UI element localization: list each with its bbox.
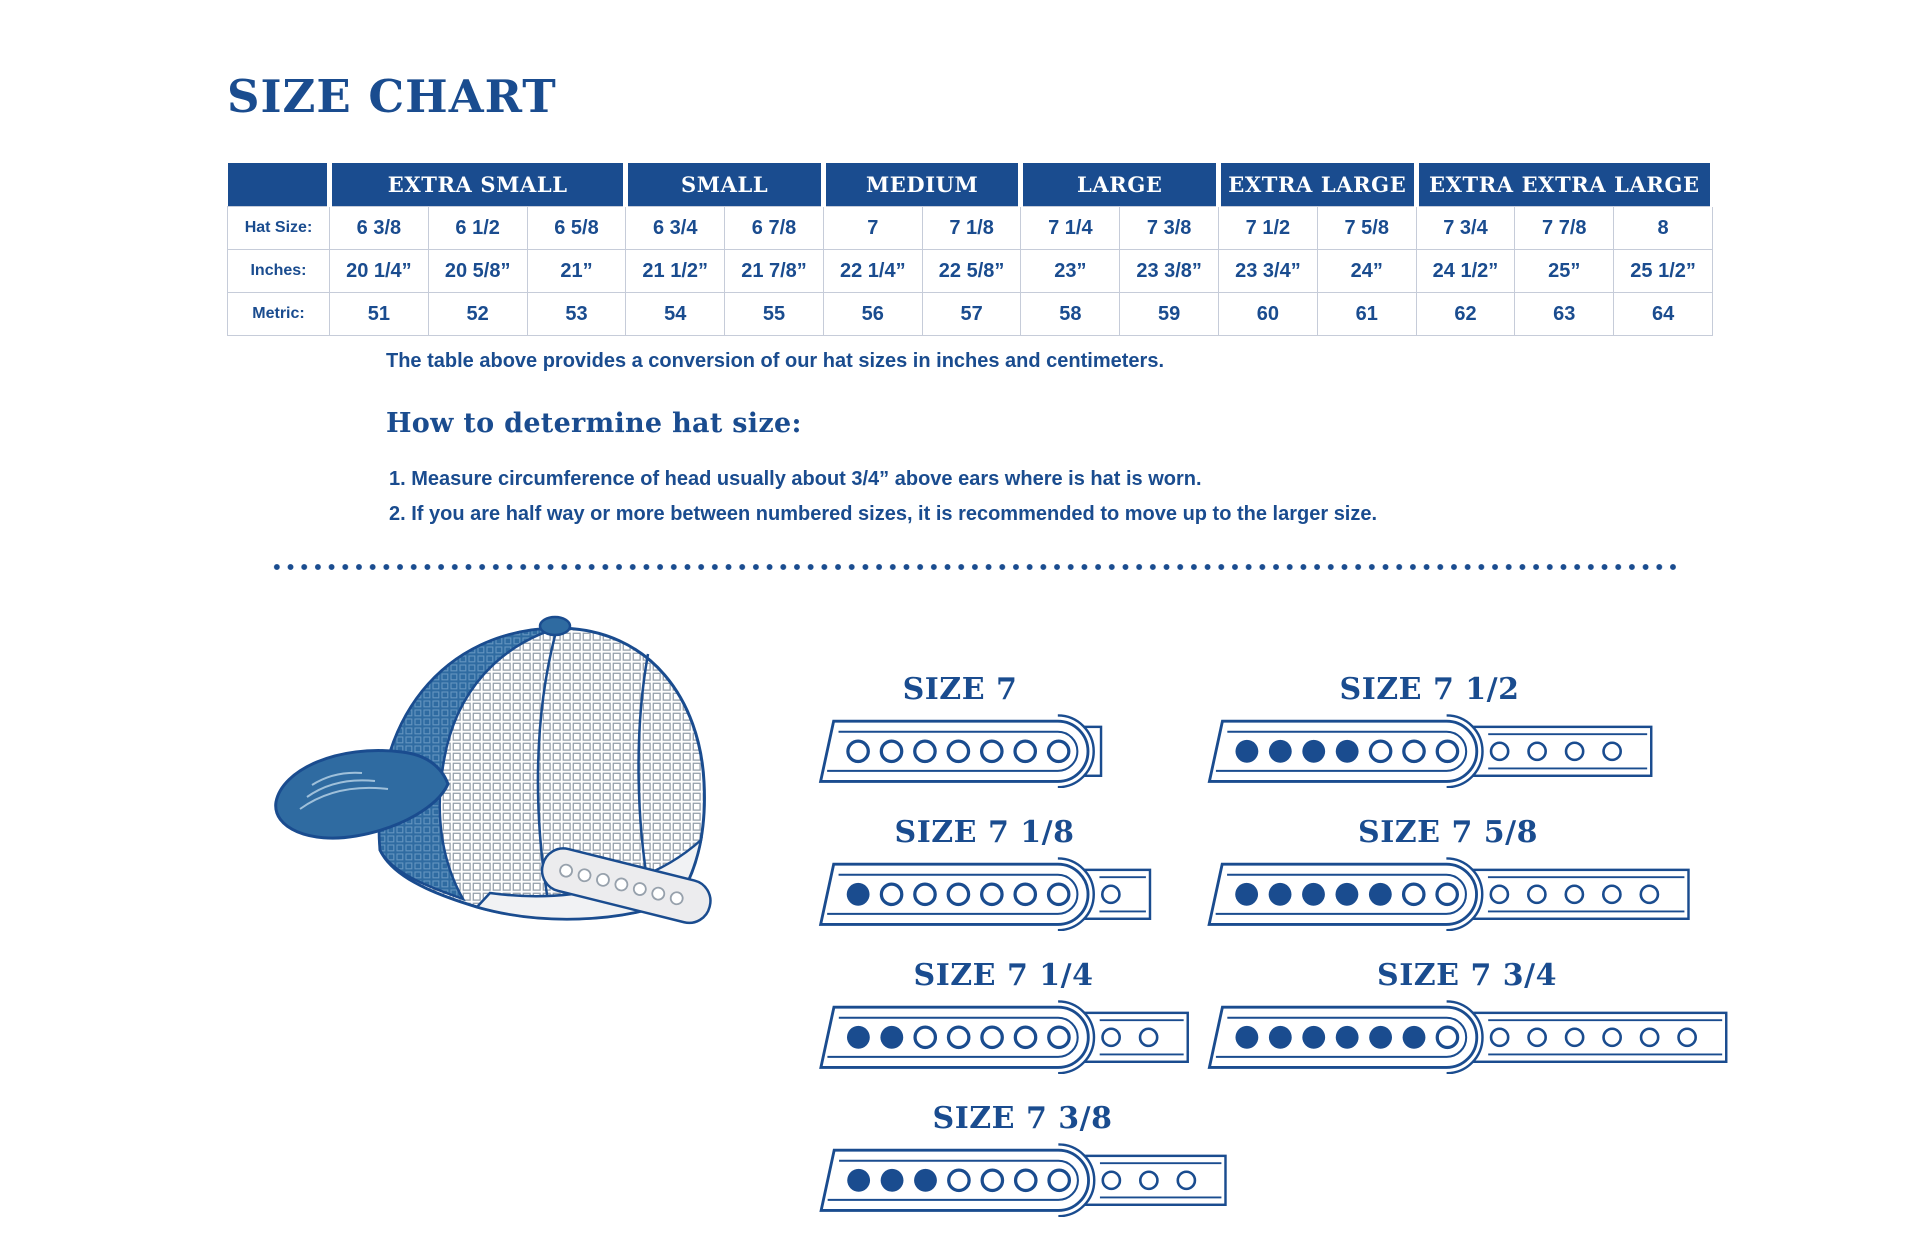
dotted-divider <box>270 563 1682 571</box>
table-cell: 7 7/8 <box>1515 207 1614 250</box>
size-group-header: EXTRA EXTRA LARGE <box>1416 163 1712 207</box>
strap-hole-open <box>1049 1027 1069 1047</box>
strap-hole-filled <box>1235 1026 1258 1049</box>
strap-hole-filled <box>1403 1026 1426 1049</box>
snapback-item <box>1203 815 1693 931</box>
table-cell: 23 3/8” <box>1120 250 1219 293</box>
snapback-size-label: SIZE 7 1/8 <box>894 815 1075 850</box>
strap-hole-filled <box>1336 740 1359 763</box>
table-corner-cell <box>228 163 330 207</box>
snapback-diagram <box>815 1142 1230 1217</box>
strap-hole-open <box>1016 1170 1036 1190</box>
strap-hole-open <box>1404 884 1424 904</box>
snapback-size-label: SIZE 7 1/4 <box>913 958 1094 993</box>
table-cell: 24 1/2” <box>1416 250 1515 293</box>
snapback-diagram <box>1203 856 1693 931</box>
snapback-item <box>815 958 1192 1074</box>
table-cell: 53 <box>527 293 626 336</box>
snapback-size-label: SIZE 7 <box>902 672 1018 707</box>
table-cell: 59 <box>1120 293 1219 336</box>
snapback-hat-icon <box>252 592 727 952</box>
snapback-diagram <box>815 999 1192 1074</box>
strap-hole-open <box>949 1170 969 1190</box>
table-cell: 7 5/8 <box>1317 207 1416 250</box>
table-row <box>228 250 1713 293</box>
table-cell: 64 <box>1614 293 1713 336</box>
howto-step-2: 2. If you are half way or more between numbered sizes, it is recommended to move up to the larger size. <box>389 503 1378 525</box>
strap-hole-open <box>982 741 1002 761</box>
table-cell: 23” <box>1021 250 1120 293</box>
table-cell: 6 7/8 <box>725 207 824 250</box>
table-cell: 21” <box>527 250 626 293</box>
row-label: Metric: <box>228 293 330 336</box>
table-cell: 6 5/8 <box>527 207 626 250</box>
strap-hole-open <box>915 741 935 761</box>
strap-hole-filled <box>1235 883 1258 906</box>
table-cell: 57 <box>922 293 1021 336</box>
size-table-wrap <box>227 163 1715 336</box>
strap-hole-open <box>1015 1027 1035 1047</box>
size-group-header: EXTRA LARGE <box>1219 163 1417 207</box>
strap-hole-open <box>948 1027 968 1047</box>
strap-hole-open <box>1015 741 1035 761</box>
table-row <box>228 293 1713 336</box>
size-table <box>227 163 1715 336</box>
strap-hole-filled <box>1336 883 1359 906</box>
strap-hole-open <box>915 884 935 904</box>
strap-hole-open <box>1048 884 1068 904</box>
snapback-size-label: SIZE 7 3/8 <box>932 1101 1113 1136</box>
snapback-item <box>815 815 1154 931</box>
table-cell: 23 3/4” <box>1219 250 1318 293</box>
strap-hole-filled <box>847 883 870 906</box>
strap-hole-open <box>848 741 868 761</box>
snapback-item <box>1203 672 1656 788</box>
howto-steps <box>389 462 1377 532</box>
table-cell: 54 <box>626 293 725 336</box>
size-group-header: MEDIUM <box>823 163 1021 207</box>
strap-hole-open <box>948 884 968 904</box>
table-cell: 60 <box>1219 293 1318 336</box>
table-cell: 21 7/8” <box>725 250 824 293</box>
snapback-item <box>815 1101 1230 1217</box>
table-cell: 7 1/4 <box>1021 207 1120 250</box>
size-group-header: LARGE <box>1021 163 1219 207</box>
table-cell: 51 <box>330 293 429 336</box>
strap-hole-filled <box>1302 1026 1325 1049</box>
strap-hole-open <box>982 884 1002 904</box>
table-row <box>228 207 1713 250</box>
strap-hole-open <box>1048 741 1068 761</box>
strap-hole-open <box>1370 741 1390 761</box>
strap-hole-open <box>1015 884 1035 904</box>
snapback-column-left <box>815 672 1230 1244</box>
strap-hole-open <box>881 884 901 904</box>
row-label: Hat Size: <box>228 207 330 250</box>
table-cell: 7 1/8 <box>922 207 1021 250</box>
strap-hole-open <box>982 1170 1002 1190</box>
table-cell: 21 1/2” <box>626 250 725 293</box>
table-cell: 25” <box>1515 250 1614 293</box>
table-cell: 6 3/4 <box>626 207 725 250</box>
strap-hole-open <box>1437 1027 1457 1047</box>
strap-hole-open <box>1437 884 1457 904</box>
strap-hole-open <box>1049 1170 1069 1190</box>
howto-heading: How to determine hat size: <box>386 408 802 439</box>
snapback-diagram <box>815 713 1105 788</box>
strap-hole-open <box>915 1027 935 1047</box>
strap-hole-filled <box>1235 740 1258 763</box>
strap-hole-filled <box>1369 883 1392 906</box>
table-cell: 7 3/4 <box>1416 207 1515 250</box>
row-label: Inches: <box>228 250 330 293</box>
table-cell: 52 <box>428 293 527 336</box>
snapback-size-label: SIZE 7 1/2 <box>1339 672 1520 707</box>
howto-step-1: 1. Measure circumference of head usually about 3/4” above ears where is hat is worn. <box>389 468 1202 490</box>
strap-hole-filled <box>1336 1026 1359 1049</box>
strap-hole-open <box>881 741 901 761</box>
strap-hole-filled <box>880 1026 903 1049</box>
strap-hole-filled <box>914 1169 937 1192</box>
strap-hole-filled <box>1369 1026 1392 1049</box>
table-cell: 22 5/8” <box>922 250 1021 293</box>
table-cell: 25 1/2” <box>1614 250 1713 293</box>
strap-hole-filled <box>1302 740 1325 763</box>
size-group-header: EXTRA SMALL <box>330 163 626 207</box>
strap-hole-filled <box>1269 1026 1292 1049</box>
snapback-diagram <box>815 856 1154 931</box>
table-cell: 20 1/4” <box>330 250 429 293</box>
table-cell: 55 <box>725 293 824 336</box>
table-caption: The table above provides a conversion of our hat sizes in inches and centimeters. <box>386 350 1164 372</box>
table-cell: 61 <box>1317 293 1416 336</box>
snapback-diagram <box>1203 713 1656 788</box>
strap-hole-filled <box>1302 883 1325 906</box>
table-cell: 7 1/2 <box>1219 207 1318 250</box>
snapback-size-label: SIZE 7 3/4 <box>1377 958 1557 993</box>
table-cell: 20 5/8” <box>428 250 527 293</box>
strap-hole-open <box>948 741 968 761</box>
snapback-diagram <box>1203 999 1731 1074</box>
table-cell: 6 1/2 <box>428 207 527 250</box>
strap-hole-open <box>1437 741 1457 761</box>
size-group-header: SMALL <box>626 163 824 207</box>
strap-hole-filled <box>1269 740 1292 763</box>
snapback-size-label: SIZE 7 5/8 <box>1358 815 1538 850</box>
table-cell: 7 <box>823 207 922 250</box>
table-cell: 58 <box>1021 293 1120 336</box>
table-cell: 56 <box>823 293 922 336</box>
page-title: SIZE CHART <box>227 70 557 123</box>
table-cell: 7 3/8 <box>1120 207 1219 250</box>
strap-hole-filled <box>881 1169 904 1192</box>
strap-hole-filled <box>847 1026 870 1049</box>
snapback-item <box>815 672 1105 788</box>
snapback-item <box>1203 958 1731 1074</box>
strap-hole-filled <box>847 1169 870 1192</box>
hat-illustration <box>252 592 727 957</box>
table-cell: 63 <box>1515 293 1614 336</box>
snapback-column-right <box>1203 672 1731 1101</box>
table-cell: 62 <box>1416 293 1515 336</box>
strap-hole-open <box>1404 741 1424 761</box>
strap-hole-filled <box>1269 883 1292 906</box>
strap-hole-open <box>982 1027 1002 1047</box>
table-cell: 6 3/8 <box>330 207 429 250</box>
table-cell: 8 <box>1614 207 1713 250</box>
table-cell: 22 1/4” <box>823 250 922 293</box>
table-cell: 24” <box>1317 250 1416 293</box>
